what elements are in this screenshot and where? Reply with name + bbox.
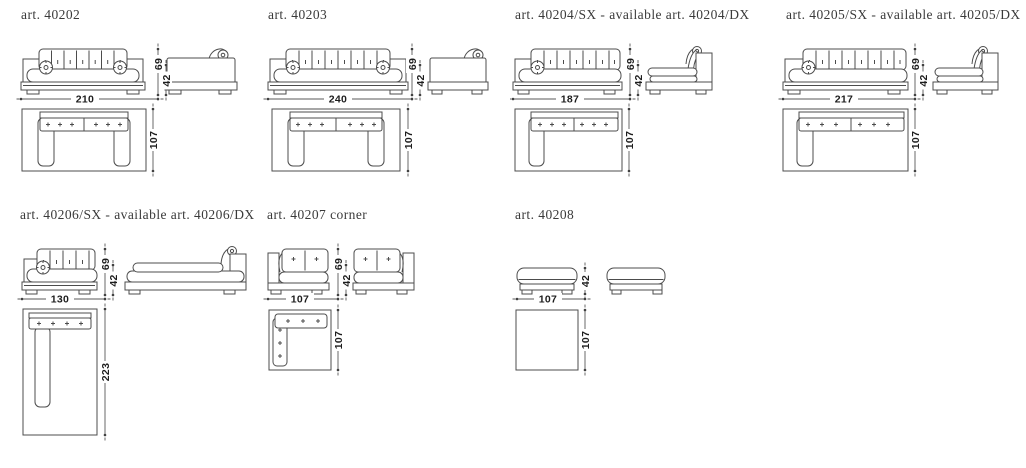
height-dim-label: 69 bbox=[332, 257, 345, 271]
width-dimension bbox=[779, 93, 921, 106]
depth-dimension bbox=[402, 104, 415, 177]
depth-dimension bbox=[623, 104, 636, 177]
width-dimension bbox=[264, 293, 344, 306]
front-view-drawing bbox=[513, 49, 622, 94]
product-cell-40205 bbox=[778, 2, 1026, 197]
bolster-cushion bbox=[531, 61, 544, 74]
bolster-cushion bbox=[40, 61, 53, 74]
bolster-cushion bbox=[287, 61, 300, 74]
width-dimension bbox=[17, 93, 164, 106]
front-view-drawing bbox=[22, 249, 97, 294]
product-title: art. 40207 corner bbox=[267, 207, 368, 222]
technical-drawing-40207 bbox=[262, 202, 492, 432]
bolster-cushion bbox=[802, 61, 815, 74]
product-cell-40203 bbox=[262, 2, 512, 197]
technical-drawing-40203 bbox=[262, 2, 512, 197]
height-dim-label: 69 bbox=[909, 57, 922, 71]
front-view-drawing bbox=[517, 268, 577, 294]
technical-drawing-40205 bbox=[778, 2, 1026, 197]
width-dimension bbox=[18, 293, 111, 306]
product-cell-40204 bbox=[510, 2, 766, 197]
top-view-drawing bbox=[23, 309, 97, 435]
seat-height-dim-label: 42 bbox=[340, 274, 353, 287]
bolster-cushion bbox=[37, 261, 50, 274]
top-view-drawing bbox=[783, 109, 908, 171]
top-view-drawing bbox=[272, 109, 400, 171]
height-dim-label: 69 bbox=[152, 57, 165, 71]
side-view-drawing bbox=[607, 268, 665, 294]
front-view-drawing bbox=[21, 49, 145, 94]
height-dim-label: 69 bbox=[99, 257, 112, 271]
seat-height-dim-label: 42 bbox=[917, 74, 930, 87]
depth-dim-label: 107 bbox=[623, 130, 636, 150]
seat-height-dim-label: 42 bbox=[107, 274, 120, 287]
width-dim-label: 240 bbox=[328, 93, 348, 106]
depth-dimension bbox=[332, 305, 345, 376]
depth-dim-label: 107 bbox=[147, 130, 160, 150]
product-cell-40202 bbox=[15, 2, 265, 197]
width-dimension bbox=[264, 93, 418, 106]
depth-dim-label: 107 bbox=[332, 330, 345, 350]
bolster-cushion bbox=[114, 61, 127, 74]
product-cell-40208 bbox=[510, 202, 740, 432]
front-view-drawing bbox=[268, 49, 408, 94]
technical-drawing-40202 bbox=[15, 2, 265, 197]
width-dim-label: 107 bbox=[538, 293, 558, 306]
product-title: art. 40205/SX - available art. 40205/DX bbox=[786, 7, 1021, 22]
product-cell-40207 bbox=[262, 202, 492, 432]
technical-drawing-40208 bbox=[510, 202, 740, 432]
top-view-drawing bbox=[269, 310, 331, 370]
width-dimension bbox=[513, 293, 591, 306]
height-dim-label: 69 bbox=[624, 57, 637, 71]
side-view-drawing bbox=[165, 49, 237, 94]
bolster-cushion bbox=[377, 61, 390, 74]
top-view-drawing bbox=[22, 109, 146, 171]
depth-dimension bbox=[99, 304, 112, 441]
front-view-drawing bbox=[783, 49, 908, 94]
depth-dim-label: 107 bbox=[402, 130, 415, 150]
top-view-drawing bbox=[516, 310, 578, 370]
height-dim-label: 42 bbox=[579, 274, 592, 288]
depth-dimension bbox=[579, 305, 592, 376]
product-title: art. 40206/SX - available art. 40206/DX bbox=[20, 207, 255, 222]
seat-height-dim-label: 42 bbox=[632, 74, 645, 87]
width-dim-label: 217 bbox=[834, 93, 854, 106]
product-title: art. 40208 bbox=[515, 207, 575, 222]
depth-dimension bbox=[147, 104, 160, 177]
depth-dim-label: 107 bbox=[909, 130, 922, 150]
product-title: art. 40203 bbox=[268, 7, 328, 22]
height-dimension bbox=[579, 263, 592, 300]
front-view-drawing bbox=[268, 249, 329, 294]
top-view-drawing bbox=[515, 109, 622, 171]
side-view-drawing bbox=[428, 49, 488, 94]
side-view-drawing bbox=[933, 47, 998, 95]
width-dimension bbox=[510, 93, 636, 106]
product-title: art. 40204/SX - available art. 40204/DX bbox=[515, 7, 750, 22]
side-view-drawing bbox=[646, 47, 712, 95]
seat-height-dim-label: 42 bbox=[160, 74, 173, 87]
side-view-drawing bbox=[353, 249, 414, 294]
seat-height-dim-label: 42 bbox=[414, 74, 427, 87]
technical-drawing-40204 bbox=[510, 2, 766, 197]
depth-dim-label: 223 bbox=[99, 362, 112, 382]
side-view-drawing bbox=[125, 247, 246, 295]
product-cell-40206 bbox=[15, 202, 265, 467]
depth-dimension bbox=[909, 104, 922, 177]
product-title: art. 40202 bbox=[21, 7, 81, 22]
depth-dim-label: 107 bbox=[579, 330, 592, 350]
width-dim-label: 210 bbox=[75, 93, 95, 106]
width-dim-label: 187 bbox=[560, 93, 580, 106]
width-dim-label: 107 bbox=[290, 293, 310, 306]
height-dim-label: 69 bbox=[406, 57, 419, 71]
width-dim-label: 130 bbox=[50, 293, 70, 306]
technical-drawing-40206 bbox=[15, 202, 265, 467]
